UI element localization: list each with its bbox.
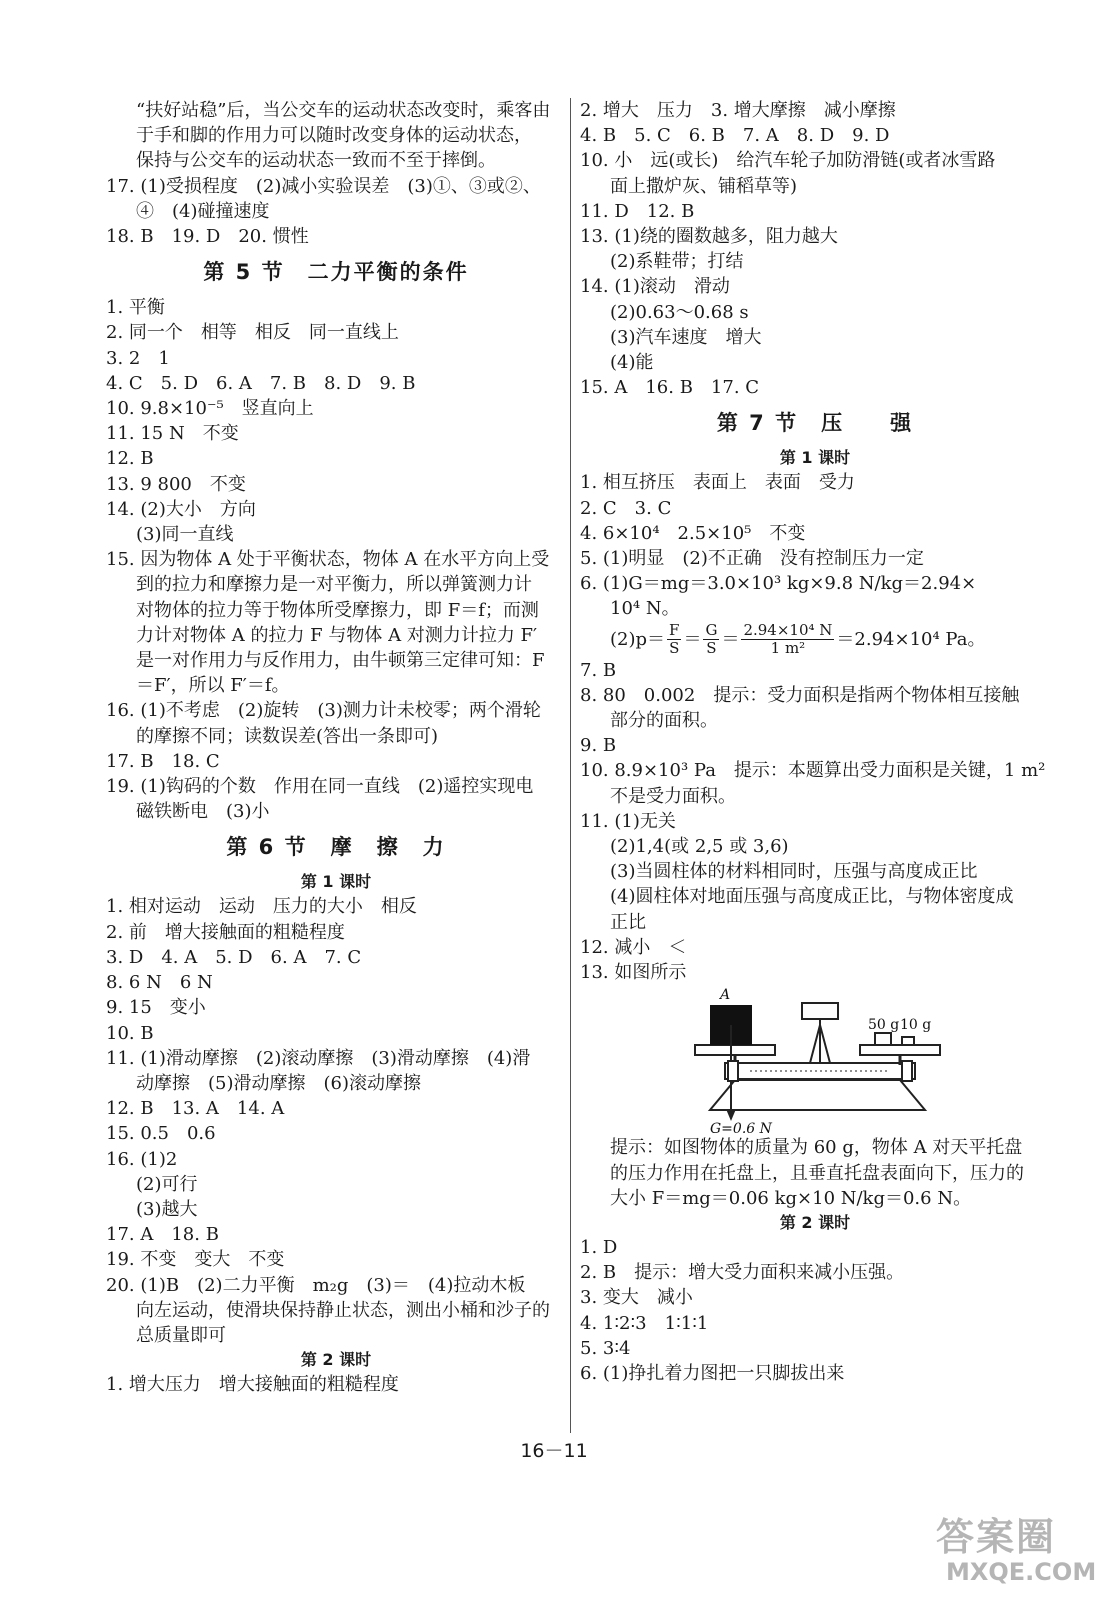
fraction	[741, 622, 834, 657]
fraction-denominator: S	[669, 639, 680, 658]
section-title: 第 7 节 压 强	[716, 411, 914, 436]
answer-line: 12. B 13. A 14. A	[106, 1098, 285, 1120]
answer-line: 14. (2)大小 方向	[106, 498, 256, 520]
answer-line: 总质量即可	[136, 1324, 226, 1346]
answer-line: (2)0.63～0.68 s	[610, 301, 749, 323]
answer-line: 11. (1)无关	[580, 810, 676, 832]
answer-line: (2)1,4(或 2,5 或 3,6)	[610, 836, 789, 858]
answer-line: 19. 不变 变大 不变	[106, 1249, 285, 1271]
answer-line: (3)当圆柱体的材料相同时，压强与高度成正比	[610, 861, 978, 883]
page-number: 16－11	[520, 1440, 588, 1462]
answer-line: 6. (1)挣扎着力图把一只脚拔出来	[580, 1362, 845, 1384]
answer-line: (2)可行	[136, 1173, 198, 1195]
answer-line: 20. (1)B (2)二力平衡 m₂g (3)＝ (4)拉动木板	[106, 1274, 526, 1296]
right-column	[580, 98, 1050, 1386]
formula-suffix: ＝2.94×10⁴ Pa。	[836, 628, 986, 650]
answer-line: 到的拉力和摩擦力是一对平衡力，所以弹簧测力计	[136, 574, 532, 596]
watermark-logo	[932, 1498, 1098, 1594]
fraction	[667, 622, 681, 657]
weight-10g	[902, 1037, 914, 1045]
answer-line: ＝F′，所以 F′＝f。	[136, 675, 290, 697]
answer-line: 16. (1)不考虑 (2)旋转 (3)测力计未校零；两个滑轮	[106, 700, 541, 722]
answer-line: 6. (1)G＝mg＝3.0×10³ kg×9.8 N/kg＝2.94×	[580, 573, 977, 595]
fraction-numerator: F	[669, 621, 680, 640]
answer-line: 3. D 4. A 5. D 6. A 7. C	[106, 946, 362, 968]
answer-line: 17. A 18. B	[106, 1224, 219, 1246]
answer-line: 磁铁断电 (3)小	[136, 801, 270, 823]
answer-line: 11. 15 N 不变	[106, 423, 239, 445]
answer-line: 4. B 5. C 6. B 7. A 8. D 9. D	[580, 125, 890, 147]
watermark-url: MXQE.COM	[946, 1558, 1097, 1586]
answer-line: 向左运动，使滑块保持静止状态，测出小桶和沙子的	[136, 1299, 550, 1321]
weight-50g	[875, 1033, 891, 1045]
label-a: A	[720, 987, 731, 1004]
left-pan	[695, 1045, 775, 1055]
section-title: 第 6 节 摩 擦 力	[226, 835, 446, 860]
left-nut	[728, 1061, 738, 1081]
answer-line: 5. 3∶4	[580, 1337, 631, 1359]
answer-line: 10. 小 远(或长) 给汽车轮子加防滑链(或者冰雪路	[580, 150, 996, 172]
answer-line: 14. (1)滚动 滑动	[580, 276, 730, 298]
lesson-title: 第 1 课时	[779, 448, 851, 468]
answer-line: 2. 增大 压力 3. 增大摩擦 减小摩擦	[580, 100, 896, 121]
answer-line: 部分的面积。	[610, 710, 718, 732]
answer-line: 是一对作用力与反作用力，由牛顿第三定律可知：F	[136, 650, 545, 672]
section-title: 第 5 节 二力平衡的条件	[203, 260, 469, 285]
answer-line: 3. 2 1	[106, 347, 170, 369]
answer-line: (4)圆柱体对地面压强与高度成正比，与物体密度成	[610, 886, 1014, 908]
answer-line: 2. B 提示：增大受力面积来减小压强。	[580, 1262, 905, 1284]
fraction-numerator: 2.94×10⁴ N	[743, 621, 833, 640]
answer-line: 15. A 16. B 17. C	[580, 377, 760, 399]
answer-line: 18. B 19. D 20. 惯性	[106, 226, 309, 248]
answer-line: 1. 增大压力 增大接触面的粗糙程度	[106, 1374, 399, 1396]
answer-line: (2)系鞋带；打结	[610, 251, 744, 273]
left-column	[106, 98, 566, 1397]
equals-sign: ＝	[721, 628, 740, 650]
answer-line: 1. D	[580, 1236, 618, 1258]
lesson-title: 第 2 课时	[300, 1350, 372, 1370]
answer-line: 10⁴ N。	[610, 598, 680, 620]
answer-line: 4. 1∶2∶3 1∶1∶1	[580, 1312, 709, 1334]
answer-line: (4)能	[610, 352, 654, 374]
answer-line: 11. D 12. B	[580, 200, 695, 222]
answer-line: 8. 6 N 6 N	[106, 972, 213, 994]
answer-line: 2. C 3. C	[580, 497, 672, 519]
answer-line: 13. 9 800 不变	[106, 473, 246, 495]
label-50g: 50 g	[868, 1017, 900, 1034]
answer-line: 4. C 5. D 6. A 7. B 8. D 9. B	[106, 372, 416, 394]
answer-line: 16. (1)2	[106, 1148, 178, 1170]
answer-line: 于手和脚的作用力可以随时改变身体的运动状态，	[136, 125, 532, 147]
answer-line: 11. (1)滑动摩擦 (2)滚动摩擦 (3)滑动摩擦 (4)滑	[106, 1047, 531, 1069]
right-pan	[860, 1045, 940, 1055]
answer-line: 保持与公交车的运动状态一致而不至于摔倒。	[136, 150, 496, 172]
answer-line: 2. 同一个 相等 相反 同一直线上	[106, 322, 399, 344]
balance-figure	[580, 985, 1050, 1135]
lesson-title: 第 2 课时	[779, 1212, 851, 1232]
lesson-title: 第 1 课时	[300, 872, 372, 892]
label-10g: 10 g	[900, 1017, 932, 1034]
answer-line: (3)同一直线	[136, 524, 234, 546]
answer-line: “扶好站稳”后，当公交车的运动状态改变时，乘客由	[136, 100, 551, 121]
answer-line: 1. 相互挤压 表面上 表面 受力	[580, 472, 855, 494]
answer-line: 12. 减小 ＜	[580, 936, 687, 958]
answer-line: 不是受力面积。	[610, 785, 736, 807]
fraction-numerator: G	[705, 621, 718, 640]
answer-line: 3. 变大 减小	[580, 1287, 693, 1309]
answer-line: 7. B	[580, 659, 617, 681]
answer-line: 13. (1)绕的圈数越多，阻力越大	[580, 226, 838, 248]
answer-line: 17. (1)受损程度 (2)减小实验误差 (3)①、③或②、	[106, 175, 541, 197]
answer-line: 8. 80 0.002 提示：受力面积是指两个物体相互接触	[580, 684, 1020, 706]
right-nut	[902, 1061, 912, 1081]
answer-line: 动摩擦 (5)滑动摩擦 (6)滚动摩擦	[136, 1072, 421, 1094]
watermark-title: 答案圈	[936, 1515, 1057, 1559]
answer-line: 10. 8.9×10³ Pa 提示：本题算出受力面积是关键，1 m²	[580, 760, 1046, 782]
answer-line: 10. B	[106, 1022, 154, 1044]
equals-sign: ＝	[683, 628, 702, 650]
balance-base	[710, 1080, 925, 1110]
formula-prefix: (2)p＝	[610, 628, 666, 650]
answer-line: 正比	[610, 911, 646, 933]
answer-line: 15. 0.5 0.6	[106, 1123, 216, 1145]
answer-line: 的摩擦不同；读数误差(答出一条即可)	[136, 725, 439, 747]
column-divider	[570, 98, 571, 1433]
answer-line: 5. (1)明显 (2)不正确 没有控制压力一定	[580, 548, 924, 570]
answer-line: 4. 6×10⁴ 2.5×10⁵ 不变	[580, 522, 806, 544]
answer-line: 13. 如图所示	[580, 962, 687, 984]
answer-line: ④ (4)碰撞速度	[136, 200, 270, 222]
answer-line: 1. 平衡	[106, 297, 165, 319]
answer-line: 面上撒炉灰、铺稻草等)	[610, 175, 798, 197]
answer-line: 19. (1)钩码的个数 作用在同一直线 (2)遥控实现电	[106, 776, 534, 798]
answer-line: 9. 15 变小	[106, 997, 206, 1019]
answer-line: 10. 9.8×10⁻⁵ 竖直向上	[106, 398, 314, 420]
answer-line: (3)汽车速度 增大	[610, 326, 762, 348]
answer-line: 2. 前 增大接触面的粗糙程度	[106, 921, 345, 943]
answer-line: 17. B 18. C	[106, 750, 220, 772]
fraction	[703, 622, 719, 657]
answer-line: 的压力作用在托盘上，且垂直托盘表面向下，压力的	[610, 1162, 1024, 1184]
answer-line: 15. 因为物体 A 处于平衡状态，物体 A 在水平方向上受	[106, 549, 550, 571]
answer-line: 力计对物体 A 的拉力 F 与物体 A 对测力计拉力 F′	[136, 624, 538, 646]
balance-diagram	[690, 985, 950, 1135]
force-arrowhead	[726, 1109, 736, 1121]
answer-line: 大小 F＝mg＝0.06 kg×10 N/kg＝0.6 N。	[610, 1187, 972, 1209]
answer-line: (3)越大	[136, 1198, 198, 1220]
scale-dial	[802, 1003, 838, 1019]
answer-line: 1. 相对运动 运动 压力的大小 相反	[106, 896, 417, 918]
answer-line: 9. B	[580, 735, 617, 757]
label-gravity: G=0.6 N	[710, 1121, 772, 1136]
fraction-denominator: S	[706, 639, 717, 658]
answer-line: 提示：如图物体的质量为 60 g，物体 A 对天平托盘	[610, 1137, 1023, 1159]
formula-line	[580, 622, 1050, 658]
answer-line: 对物体的拉力等于物体所受摩擦力，即 F＝f；而测	[136, 599, 539, 621]
fraction-denominator: 1 m²	[770, 639, 806, 658]
answer-line: 12. B	[106, 448, 154, 470]
